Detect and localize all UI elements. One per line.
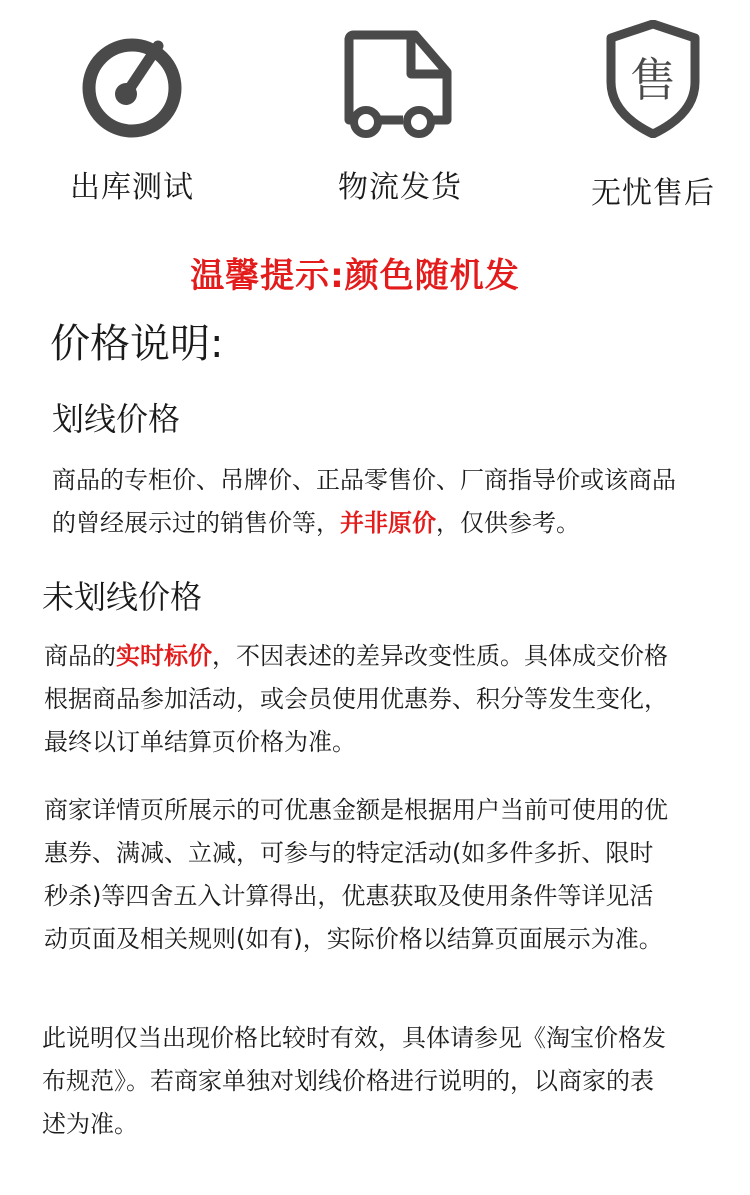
struck-price-paragraph (52, 459, 750, 545)
text-line: 商品的专柜价、吊牌价、正品零售价、厂商指导价或该商品 (52, 466, 676, 494)
text-line: 布规范》。若商家单独对划线价格进行说明的，以商家的表 (42, 1067, 654, 1095)
feature-label: 物流发货 (338, 170, 462, 205)
truck-icon (341, 30, 459, 140)
text-line (44, 635, 744, 678)
highlight-not-original-price: 并非原价 (340, 509, 436, 537)
feature-outbound-test (32, 0, 232, 230)
text-line: 商家详情页所展示的可优惠金额是根据用户当前可使用的优 (44, 796, 668, 824)
text-segment: 的曾经展示过的销售价等， (52, 509, 340, 537)
feature-label: 无忧售后 (591, 176, 715, 211)
feature-aftersales (553, 0, 750, 230)
feature-label: 出库测试 (70, 170, 194, 205)
note-paragraph (42, 1017, 742, 1146)
highlight-realtime-price: 实时标价 (116, 642, 212, 670)
text-line: 秒杀)等四舍五入计算得出，优惠获取及使用条件等详见活 (44, 882, 654, 910)
unstruck-price-paragraph (44, 635, 744, 764)
text-line: 最终以订单结算页价格为准。 (44, 728, 356, 756)
text-segment: 商品的 (44, 642, 116, 670)
text-segment: ，仅供参考。 (436, 509, 580, 537)
feature-logistics (300, 0, 500, 230)
unstruck-price-heading: 未划线价格 (42, 578, 203, 616)
color-random-tip: 温馨提示:颜色随机发 (190, 256, 520, 296)
text-segment: ，不因表述的差异改变性质。具体成交价格 (212, 642, 668, 670)
text-line: 惠券、满减、立减，可参与的特定活动(如多件多折、限时 (44, 839, 654, 867)
text-line: 此说明仅当出现价格比较时有效，具体请参见《淘宝价格发 (42, 1024, 666, 1052)
discount-paragraph (44, 789, 744, 961)
struck-price-heading: 划线价格 (52, 400, 181, 438)
page-title: 价格说明: (50, 321, 224, 367)
text-line (52, 502, 750, 545)
shield-char: 售 (630, 53, 676, 107)
text-line: 述为准。 (42, 1110, 138, 1138)
gauge-icon (80, 36, 184, 140)
feature-row (0, 0, 750, 230)
text-line: 根据商品参加活动，或会员使用优惠券、积分等发生变化， (44, 685, 668, 713)
text-line: 动页面及相关规则(如有)，实际价格以结算页面展示为准。 (44, 925, 663, 953)
shield-icon (605, 20, 701, 138)
